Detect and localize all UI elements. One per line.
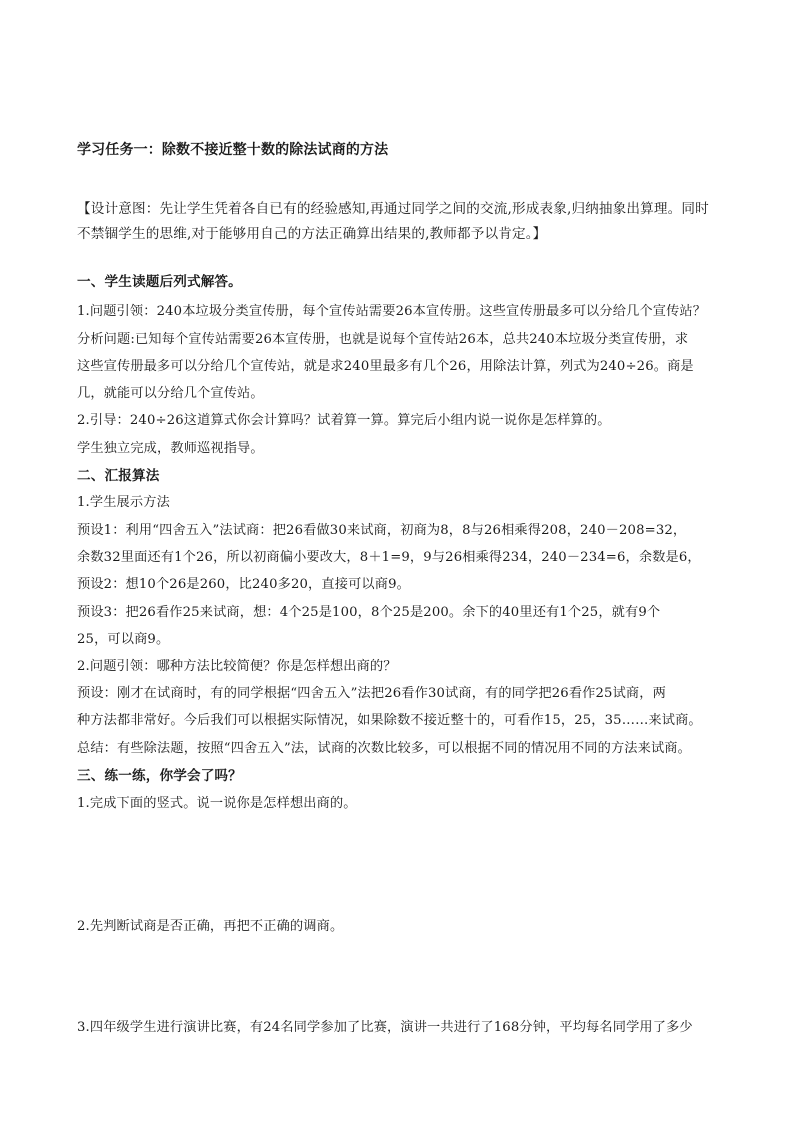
section-1-paragraph-3: 2.引导：240÷26这道算式你会计算吗？试着算一算。算完后小组内说一说你是怎样算的。: [77, 413, 611, 428]
design-intent-line-1: 【设计意图：先让学生凭着各自已有的经验感知,再通过同学之间的交流,形成表象,归纳抽象出算理。同时: [77, 201, 709, 217]
section-1-analysis-line-1: 分析问题:已知每个宣传站需要26本宣传册，也就是说每个宣传站26本，总共240本垃圾分类宣传册，求: [77, 332, 689, 347]
section-3-question-3: 3.四年级学生进行演讲比赛，有24名同学参加了比赛，演讲一共进行了168分钟，平均每名同学用了多少: [77, 1020, 693, 1035]
section-3-question-2: 2.先判断试商是否正确，再把不正确的调商。: [77, 919, 344, 934]
task-title: 学习任务一：除数不接近整十数的除法试商的方法: [77, 142, 389, 158]
section-3-heading: 三、练一练，你学会了吗？: [77, 768, 242, 784]
design-intent-line-2: 不禁锢学生的思维,对于能够用自己的方法正确算出结果的,教师都予以肯定。】: [77, 226, 547, 242]
section-2-preset-1-line-1: 预设1：利用“四舍五入”法试商：把26看做30来试商，初商为8，8与26相乘得208，240－208=32，: [77, 523, 687, 538]
section-2-question-2: 2.问题引领：哪种方法比较简便？你是怎样想出商的？: [77, 659, 397, 674]
section-2-heading: 二、汇报算法: [77, 468, 160, 484]
section-2-preset-1-line-2: 余数32里面还有1个26，所以初商偏小要改大，8＋1=9，9与26相乘得234，240－234=6，余数是6，: [77, 550, 701, 565]
section-1-paragraph-1: 1.问题引领：240本垃圾分类宣传册，每个宣传站需要26本宣传册。这些宣传册最多可以分给几个宣传站？: [77, 304, 707, 319]
section-1-analysis-line-2: 这些宣传册最多可以分给几个宣传站，就是求240里最多有几个26，用除法计算，列式为240÷26。商是: [77, 359, 694, 374]
section-2-preset-line-1: 预设：刚才在试商时，有的同学根据“四舍五入”法把26看作30试商，有的同学把26看作25试商，两: [77, 686, 666, 701]
section-1-heading: 一、学生读题后列式解答。: [77, 274, 242, 290]
section-1-paragraph-4: 学生独立完成，教师巡视指导。: [77, 441, 264, 456]
section-2-paragraph-1: 1.学生展示方法: [77, 495, 170, 510]
section-2-summary: 总结：有些除法题，按照“四舍五入”法，试商的次数比较多，可以根据不同的情况用不同的方法来试商。: [77, 741, 691, 756]
section-2-preset-3-line-1: 预设3：把26看作25来试商，想：4个25是100，8个25是200。余下的40里还有1个25，就有9个: [77, 605, 661, 620]
section-2-preset-2: 预设2：想10个26是260，比240多20，直接可以商9。: [77, 577, 410, 592]
section-2-preset-3-line-2: 25，可以商9。: [77, 632, 170, 647]
section-3-question-1: 1.完成下面的竖式。说一说你是怎样想出商的。: [77, 796, 357, 811]
section-1-analysis-line-3: 几，就能可以分给几个宣传站。: [77, 386, 264, 401]
section-2-preset-line-2: 种方法都非常好。今后我们可以根据实际情况，如果除数不接近整十的，可看作15，25，35……来试商。: [77, 713, 702, 728]
